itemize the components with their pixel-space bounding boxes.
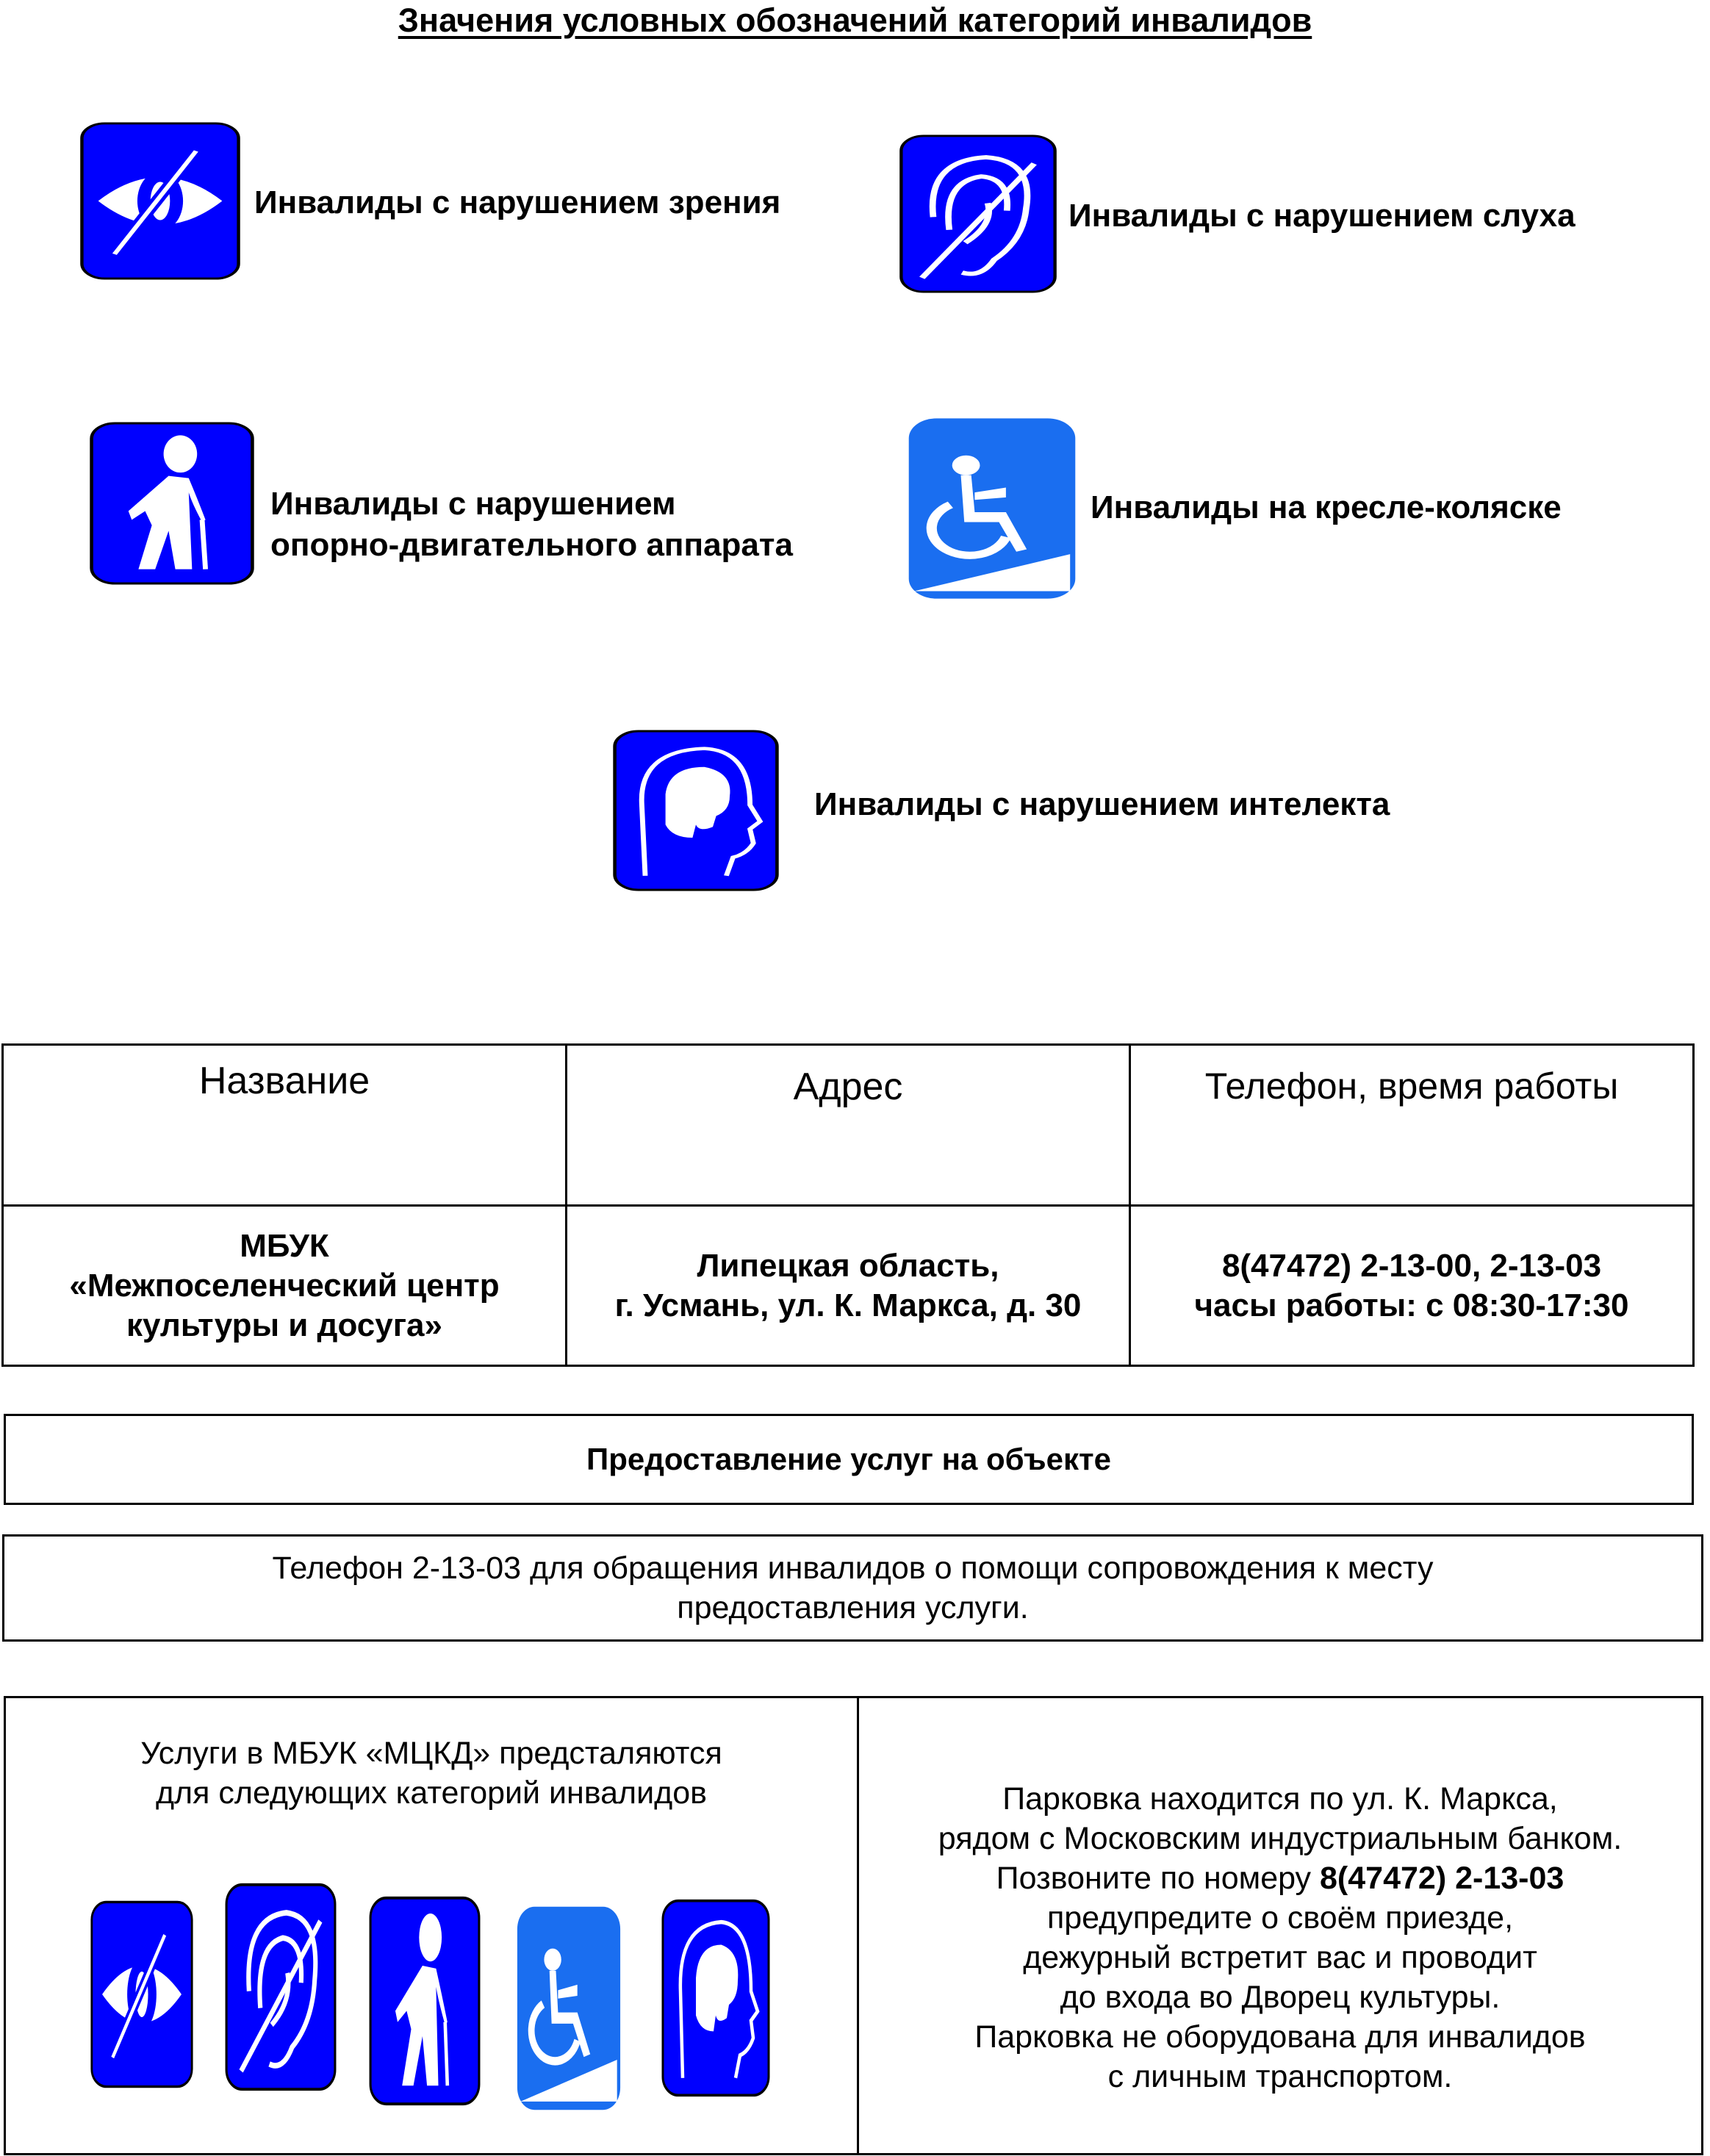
assistance-line: Телефон 2-13-03 для обращения инвалидов о помощи сопровождения к месту	[272, 1550, 1434, 1586]
services-for-line: Услуги в МБУК «МЦКД» предсталяются	[140, 1736, 722, 1771]
ear-crossed-icon	[224, 1882, 337, 2092]
cell-hours-line: часы работы: с 08:30-17:30	[1194, 1287, 1629, 1323]
parking-line: предупредите о своём приезде,	[1046, 1900, 1514, 1936]
parking-line: дежурный встретит вас и проводит	[1023, 1940, 1537, 1975]
legend-label-mobility	[270, 484, 793, 566]
cell-address-line: г. Усмань, ул. К. Маркса, д. 30	[614, 1287, 1082, 1323]
person-with-cane-icon	[368, 1895, 481, 2107]
header-phone-hours-text: Телефон, время работы	[1204, 1066, 1619, 1107]
parking-phone-number: 8(47472) 2-13-03	[1320, 1861, 1564, 1896]
header-name-text: Название	[198, 1060, 370, 1102]
eye-crossed-icon	[79, 121, 242, 281]
cell-name	[3, 1206, 567, 1366]
parking-line: рядом с Московским индустриальным банком.	[938, 1821, 1623, 1856]
assistance-phone-notice	[2, 1534, 1703, 1642]
parking-phone-prefix: Позвоните по номеру	[996, 1861, 1321, 1896]
cell-phone-line: 8(47472) 2-13-00, 2-13-03	[1221, 1247, 1602, 1284]
parking-line: Парковка находится по ул. К. Маркса,	[1002, 1781, 1558, 1817]
services-for-line: для следующих категорий инвалидов	[155, 1775, 708, 1811]
legend-label-mobility-line1: Инвалиды с нарушением	[270, 486, 676, 522]
cell-address-line: Липецкая область,	[697, 1247, 999, 1284]
header-name	[3, 1045, 567, 1206]
legend-label-vision: Инвалиды с нарушением зрения	[254, 184, 781, 220]
legend-label-intellect: Инвалиды с нарушением интелекта	[814, 786, 1390, 822]
person-with-cane-icon	[88, 421, 256, 586]
cell-name-line: «Межпоселенческий центр	[69, 1267, 500, 1304]
head-brain-icon	[611, 729, 780, 892]
legend-label-mobility-line2: опорно-двигательного аппарата	[270, 527, 793, 563]
header-address	[567, 1045, 1130, 1206]
services-and-parking-panel	[4, 1696, 1703, 2155]
page-title: Значения условных обозначений категорий инвалидов	[398, 1, 1312, 39]
cell-phone-hours	[1130, 1206, 1694, 1366]
parking-line: Парковка не оборудована для инвалидов	[974, 2019, 1586, 2055]
wheelchair-ramp-icon	[515, 1904, 622, 2113]
head-brain-icon	[661, 1898, 771, 2098]
legend-label-wheelchair: Инвалиды на кресле-коляске	[1091, 489, 1562, 525]
eye-crossed-icon	[90, 1900, 194, 2089]
cell-address	[567, 1206, 1130, 1366]
institution-info-table	[1, 1043, 1695, 1367]
legend-label-hearing: Инвалиды с нарушением слуха	[1068, 198, 1576, 234]
parking-info	[859, 1779, 1701, 2096]
parking-line-phone	[859, 1858, 1701, 1898]
assistance-line: предоставления услуги.	[677, 1590, 1029, 1625]
services-for-text	[6, 1733, 857, 1813]
services-heading: Предоставление услуг на объекте	[4, 1414, 1694, 1505]
header-address-text: Адрес	[793, 1066, 903, 1108]
parking-line: с личным транспортом.	[1107, 2059, 1453, 2094]
ear-crossed-icon	[898, 134, 1058, 294]
parking-line: до входа во Дворец культуры.	[1060, 1980, 1501, 2015]
table-header-row	[3, 1045, 1694, 1206]
cell-name-line: МБУК	[240, 1227, 329, 1264]
wheelchair-ramp-icon	[905, 416, 1079, 601]
table-row	[3, 1206, 1694, 1366]
header-phone-hours	[1130, 1045, 1694, 1206]
cell-name-line: культуры и досуга»	[126, 1307, 442, 1343]
